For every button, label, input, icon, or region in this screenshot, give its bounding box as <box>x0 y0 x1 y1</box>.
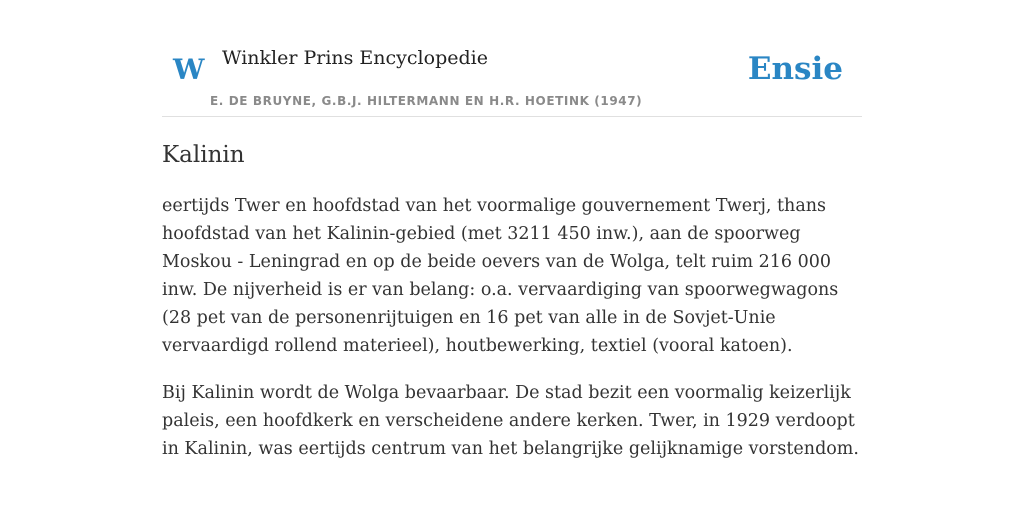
site-header <box>162 0 862 117</box>
entry-title: Kalinin <box>162 142 245 168</box>
entry-paragraph-1: eertijds Twer en hoofdstad van het voormalige gouvernement Twerj, thans hoofdstad van het Kalinin-gebied (met 3211 450 inw.), aan de spoorweg Moskou - Leningrad en op de beide oevers van de Wolga, telt ruim 216 000 inw. De nijverheid is er van belang: o.a. vervaardiging van spoorwegwagons (28 pet van de personenrijtuigen en 16 pet van alle in de Sovjet-Unie vervaardigd rollend materieel), houtbewerking, textiel (vooral katoen). <box>162 196 839 356</box>
authors-line: E. DE BRUYNE, G.B.J. HILTERMANN EN H.R. HOETINK (1947) <box>210 94 643 108</box>
encyclopedia-logo[interactable]: W <box>173 53 205 86</box>
encyclopedia-title[interactable]: Winkler Prins Encyclopedie <box>222 47 488 69</box>
entry-paragraph-2: Bij Kalinin wordt de Wolga bevaarbaar. De stad bezit een voormalig keizerlijk paleis, een hoofdkerk en verscheidene andere kerken. Twer, in 1929 verdoopt in Kalinin, was eertijds centrum van het belangrijke gelijknamige vorstendom. <box>162 383 859 459</box>
brand-logo[interactable]: Ensie <box>747 51 843 87</box>
entry-body <box>162 192 862 482</box>
